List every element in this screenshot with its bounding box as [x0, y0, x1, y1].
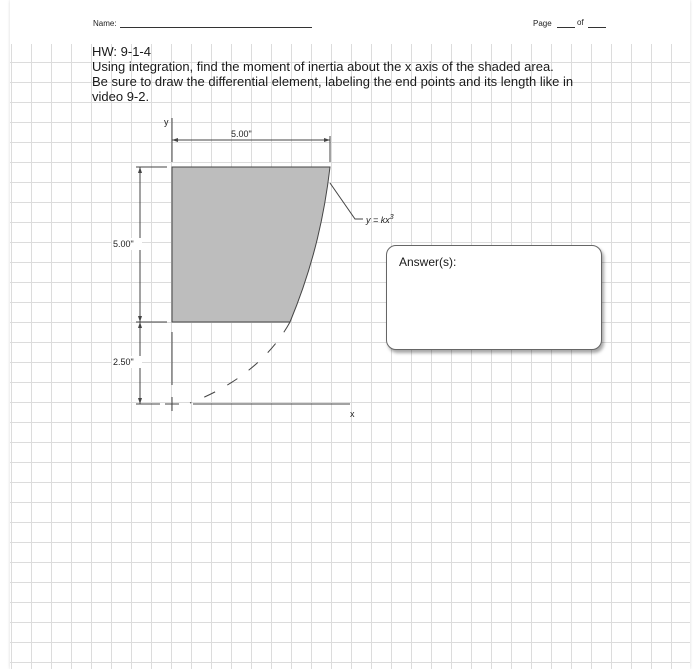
problem-instruction-2: Be sure to draw the differential element, labeling the end points and its length like in video 9-2.: [92, 74, 574, 104]
shaded-area: [172, 167, 330, 322]
curve-leader: [330, 183, 363, 219]
curve-equation-exponent: 3: [389, 214, 394, 221]
curve-equation-base: y = kx: [366, 215, 390, 225]
problem-title: HW: 9-1-4: [92, 44, 151, 59]
name-label: Name:: [93, 19, 117, 28]
lower-height-label: 2.50": [113, 357, 134, 367]
worksheet-page: [10, 0, 690, 669]
curve-extension: [190, 322, 290, 403]
page-label: Page: [533, 19, 552, 28]
curve-equation: [365, 214, 394, 225]
y-axis-label: y: [164, 117, 169, 127]
answer-label: Answer(s):: [399, 255, 457, 269]
answer-box[interactable]: [386, 245, 602, 350]
width-dimension-label: 5.00": [231, 129, 252, 139]
x-axis-label: x: [350, 409, 355, 419]
problem-instruction-1: Using integration, find the moment of inertia about the x axis of the shaded area.: [92, 59, 554, 74]
upper-height-label: 5.00": [113, 239, 134, 249]
of-label: of: [577, 18, 584, 27]
